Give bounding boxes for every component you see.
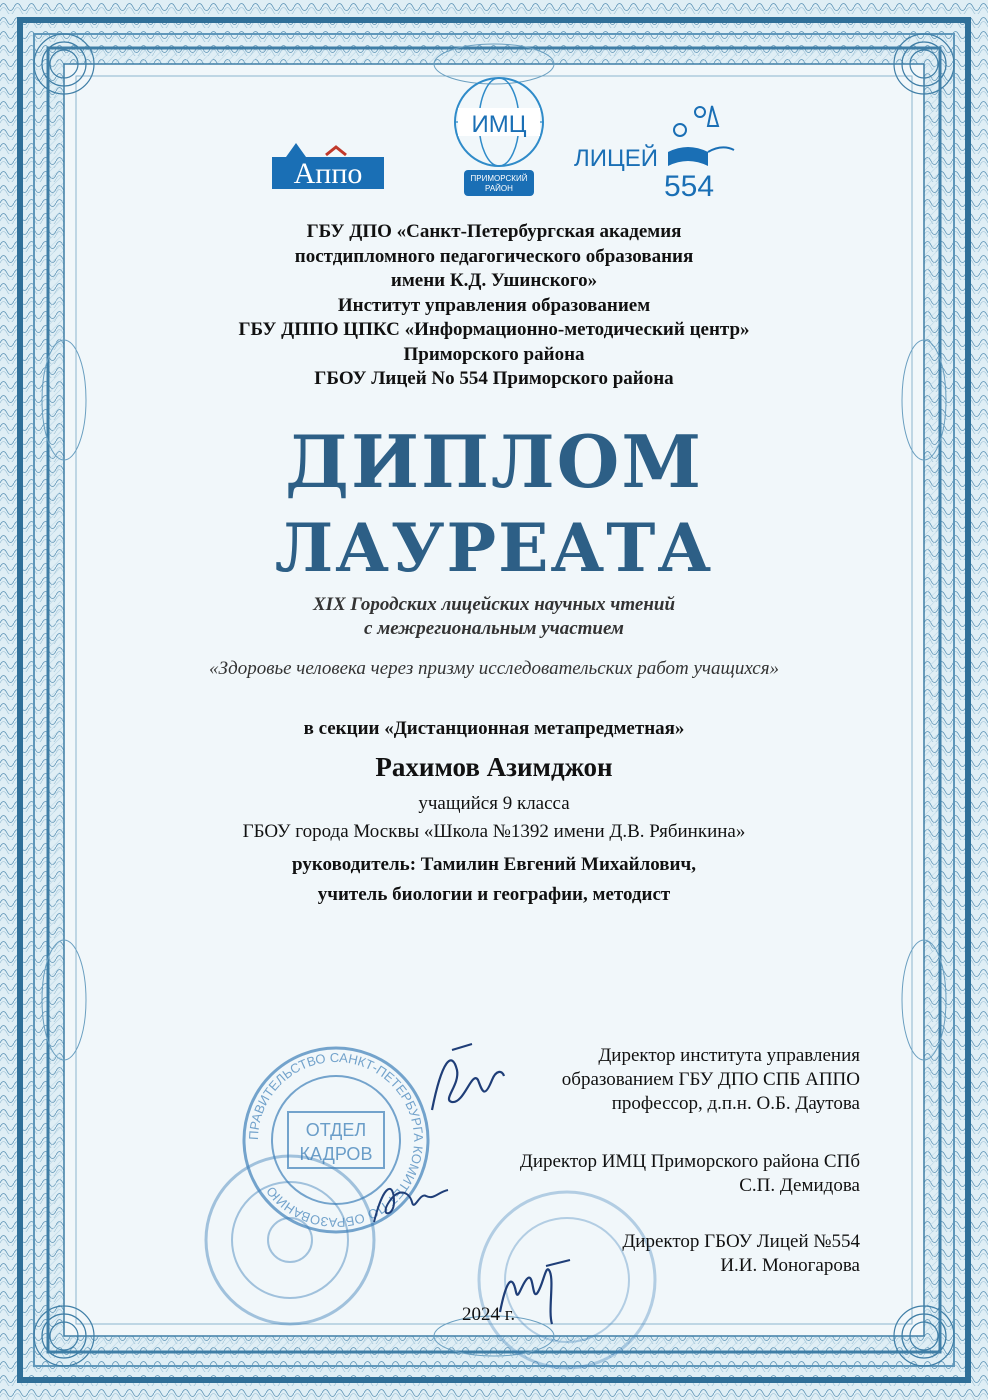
winner-name: Рахимов Азимджон <box>375 752 613 782</box>
signatory-line: Директор института управления <box>598 1045 860 1066</box>
event-theme: «Здоровье человека через призму исследовательских работ учащихся» <box>208 658 780 679</box>
stamp-center-1: ОТДЕЛ <box>305 1120 367 1140</box>
organizer-line: ГБУ ДППО ЦПКС «Информационно-методический центр» <box>238 319 750 340</box>
lyceum-554-logo <box>572 92 740 200</box>
supervisor-position: учитель биологии и географии, методист <box>317 884 671 905</box>
appo-logo-text: Аппо <box>293 157 363 190</box>
signatory-line: И.И. Моногарова <box>720 1255 860 1276</box>
signatory-demidova <box>520 1150 860 1198</box>
organizer-line: Приморского района <box>403 343 585 365</box>
organizer-line: имени К.Д. Ушинского» <box>390 270 598 291</box>
imc-logo-sub-1: ПРИМОРСКИЙ <box>470 174 528 183</box>
organizer-line: Институт управления образованием <box>337 294 651 316</box>
diploma-title: ДИПЛОМ <box>284 419 704 504</box>
winner-grade: учащийся 9 класса <box>418 793 570 814</box>
signatory-monogarova <box>622 1230 860 1278</box>
issue-date: 2024 г. <box>462 1304 516 1325</box>
organizer-line: постдипломного педагогического образования <box>294 245 694 267</box>
organizers-block <box>150 220 838 392</box>
signatory-line: С.П. Демидова <box>739 1175 860 1196</box>
signatory-dautova <box>562 1044 860 1116</box>
diploma-subtitle: ЛАУРЕАТА <box>274 509 714 587</box>
signature-dautova <box>412 1040 512 1130</box>
imc-logo <box>444 72 554 196</box>
event-name <box>150 593 838 641</box>
signatory-line: образованием ГБУ ДПО СПБ АППО <box>561 1069 860 1090</box>
lyceum-logo-number: 554 <box>664 170 715 200</box>
award-section: в секции «Дистанционная метапредметная» <box>303 718 685 739</box>
signatory-line: Директор ГБОУ Лицей №554 <box>622 1231 860 1252</box>
organizer-line: ГБУ ДПО «Санкт-Петербургская академия <box>306 221 682 242</box>
event-line-2: с межрегиональным участием <box>364 618 624 639</box>
organizer-line: ГБОУ Лицей No 554 Приморского района <box>314 368 674 389</box>
signature-demidova <box>364 1162 454 1232</box>
signatory-line: Директор ИМЦ Приморского района СПб <box>519 1151 860 1172</box>
appo-logo <box>266 133 390 193</box>
signatory-line: профессор, д.п.н. О.Б. Даутова <box>611 1093 860 1114</box>
imc-logo-text: ИМЦ <box>471 111 527 138</box>
event-line-1: XIX Городских лицейских научных чтений <box>312 594 676 615</box>
winner-school: ГБОУ города Москвы «Школа №1392 имени Д.В. Рябинкина» <box>242 821 746 842</box>
supervisor-block <box>150 850 838 910</box>
stamp-center-2: КАДРОВ <box>299 1144 373 1164</box>
round-seal-stamp-left <box>200 1150 380 1330</box>
stamp-ring-text: ПРАВИТЕЛЬСТВО САНКТ-ПЕТЕРБУРГА КОМИТЕТ ПО ОБРАЗОВАНИЮ <box>245 1049 427 1231</box>
imc-logo-sub-2: РАЙОН <box>485 184 513 193</box>
lyceum-logo-word: ЛИЦЕЙ <box>574 145 659 172</box>
supervisor-name: руководитель: Тамилин Евгений Михайлович, <box>292 854 696 875</box>
